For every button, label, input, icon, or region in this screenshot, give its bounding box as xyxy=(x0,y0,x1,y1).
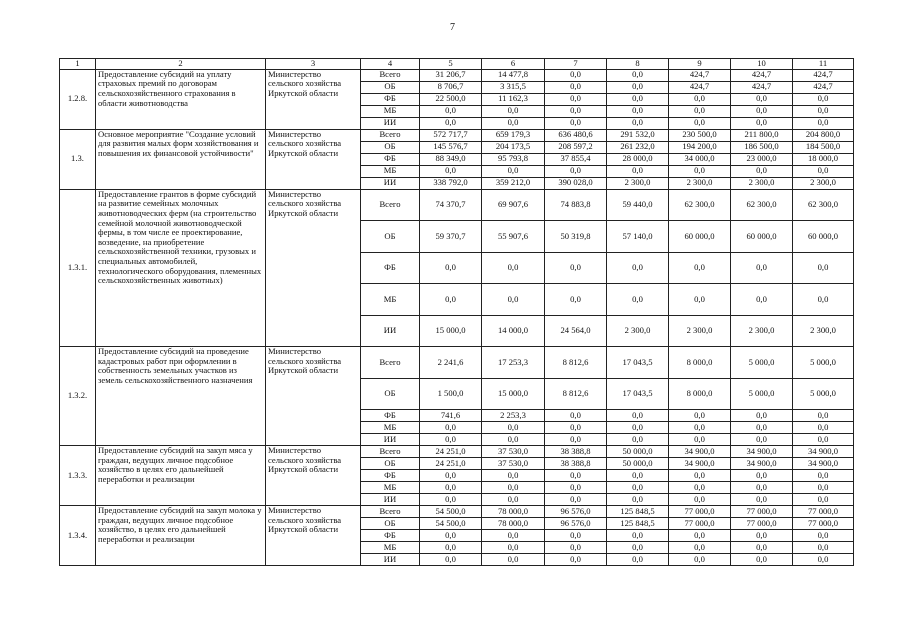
amount-cell: 2 300,0 xyxy=(731,315,793,347)
item-name: Предоставление субсидий на проведение кадастровых работ при оформлении в собственность земельных участков из земель сельскохозяйственного назначения xyxy=(96,347,266,446)
amount-cell: 0,0 xyxy=(731,117,793,129)
amount-cell: 0,0 xyxy=(793,542,854,554)
funding-source: ИИ xyxy=(361,117,420,129)
amount-cell: 204 800,0 xyxy=(793,129,854,141)
funding-source: МБ xyxy=(361,284,420,316)
amount-cell: 38 388,8 xyxy=(545,446,607,458)
amount-cell: 0,0 xyxy=(669,165,731,177)
header-cell: 1 xyxy=(60,59,96,70)
amount-cell: 0,0 xyxy=(545,434,607,446)
amount-cell: 0,0 xyxy=(793,165,854,177)
amount-cell: 1 500,0 xyxy=(420,378,482,410)
amount-cell: 0,0 xyxy=(793,470,854,482)
amount-cell: 0,0 xyxy=(731,252,793,284)
amount-cell: 0,0 xyxy=(793,105,854,117)
amount-cell: 0,0 xyxy=(482,494,545,506)
amount-cell: 741,6 xyxy=(420,410,482,422)
amount-cell: 77 000,0 xyxy=(731,506,793,518)
amount-cell: 0,0 xyxy=(731,422,793,434)
amount-cell: 0,0 xyxy=(731,530,793,542)
funding-source: Всего xyxy=(361,189,420,221)
amount-cell: 0,0 xyxy=(420,470,482,482)
funding-source: ИИ xyxy=(361,494,420,506)
amount-cell: 14 477,8 xyxy=(482,69,545,81)
header-cell: 2 xyxy=(96,59,266,70)
amount-cell: 0,0 xyxy=(731,542,793,554)
table-row xyxy=(60,506,854,518)
amount-cell: 0,0 xyxy=(669,252,731,284)
amount-cell: 77 000,0 xyxy=(793,506,854,518)
amount-cell: 8 000,0 xyxy=(669,378,731,410)
amount-cell: 261 232,0 xyxy=(607,141,669,153)
amount-cell: 8 000,0 xyxy=(669,347,731,379)
amount-cell: 5 000,0 xyxy=(793,347,854,379)
amount-cell: 2 253,3 xyxy=(482,410,545,422)
table-row xyxy=(60,347,854,379)
amount-cell: 96 576,0 xyxy=(545,506,607,518)
table-row xyxy=(60,189,854,221)
amount-cell: 0,0 xyxy=(420,117,482,129)
funding-source: ИИ xyxy=(361,554,420,566)
amount-cell: 0,0 xyxy=(607,93,669,105)
amount-cell: 0,0 xyxy=(793,434,854,446)
amount-cell: 0,0 xyxy=(420,494,482,506)
table-row xyxy=(60,69,854,81)
amount-cell: 38 388,8 xyxy=(545,458,607,470)
funding-source: МБ xyxy=(361,482,420,494)
program-funding-table xyxy=(59,58,854,566)
amount-cell: 0,0 xyxy=(607,81,669,93)
amount-cell: 0,0 xyxy=(420,542,482,554)
funding-source: ФБ xyxy=(361,252,420,284)
amount-cell: 34 900,0 xyxy=(793,458,854,470)
amount-cell: 60 000,0 xyxy=(793,221,854,253)
amount-cell: 74 370,7 xyxy=(420,189,482,221)
amount-cell: 0,0 xyxy=(669,482,731,494)
funding-source: ФБ xyxy=(361,470,420,482)
amount-cell: 359 212,0 xyxy=(482,177,545,189)
amount-cell: 0,0 xyxy=(420,105,482,117)
funding-source: Всего xyxy=(361,129,420,141)
amount-cell: 145 576,7 xyxy=(420,141,482,153)
amount-cell: 2 300,0 xyxy=(669,315,731,347)
item-name: Предоставление грантов в форме субсидий на развитие семейных молочных животноводческих ферм (на строительство семейной молочной животноводческой фермы, в том числе ее проектирование, возведение, на приобретение сельскохозяйственной техники, грузовых и специальных автомобилей, технологического оборудования, племенных сельскохозяйственных животных) xyxy=(96,189,266,347)
amount-cell: 59 440,0 xyxy=(607,189,669,221)
amount-cell: 338 792,0 xyxy=(420,177,482,189)
amount-cell: 0,0 xyxy=(669,494,731,506)
amount-cell: 0,0 xyxy=(482,422,545,434)
amount-cell: 0,0 xyxy=(420,530,482,542)
amount-cell: 0,0 xyxy=(669,530,731,542)
funding-source: ФБ xyxy=(361,410,420,422)
amount-cell: 60 000,0 xyxy=(731,221,793,253)
amount-cell: 0,0 xyxy=(607,494,669,506)
amount-cell: 424,7 xyxy=(793,81,854,93)
amount-cell: 8 812,6 xyxy=(545,347,607,379)
amount-cell: 186 500,0 xyxy=(731,141,793,153)
amount-cell: 0,0 xyxy=(545,105,607,117)
amount-cell: 34 900,0 xyxy=(731,446,793,458)
item-executor: Министерство сельского хозяйства Иркутской области xyxy=(266,69,361,129)
amount-cell: 5 000,0 xyxy=(731,347,793,379)
item-number: 1.3.3. xyxy=(60,446,96,506)
header-cell: 5 xyxy=(420,59,482,70)
page-number: 7 xyxy=(450,22,455,33)
amount-cell: 96 576,0 xyxy=(545,518,607,530)
amount-cell: 0,0 xyxy=(420,482,482,494)
amount-cell: 0,0 xyxy=(482,542,545,554)
amount-cell: 0,0 xyxy=(482,530,545,542)
funding-source: ФБ xyxy=(361,530,420,542)
amount-cell: 0,0 xyxy=(669,470,731,482)
amount-cell: 0,0 xyxy=(669,117,731,129)
header-cell: 8 xyxy=(607,59,669,70)
funding-source: ОБ xyxy=(361,458,420,470)
amount-cell: 0,0 xyxy=(545,494,607,506)
amount-cell: 125 848,5 xyxy=(607,518,669,530)
item-name: Предоставление субсидий на закуп мяса у граждан, ведущих личное подсобное хозяйство в целях его дальнейшей переработки и реализации xyxy=(96,446,266,506)
amount-cell: 11 162,3 xyxy=(482,93,545,105)
amount-cell: 18 000,0 xyxy=(793,153,854,165)
amount-cell: 34 900,0 xyxy=(793,446,854,458)
funding-source: ОБ xyxy=(361,518,420,530)
amount-cell: 0,0 xyxy=(793,530,854,542)
amount-cell: 62 300,0 xyxy=(731,189,793,221)
amount-cell: 37 530,0 xyxy=(482,458,545,470)
amount-cell: 424,7 xyxy=(731,69,793,81)
amount-cell: 0,0 xyxy=(669,434,731,446)
amount-cell: 0,0 xyxy=(607,482,669,494)
amount-cell: 2 300,0 xyxy=(669,177,731,189)
amount-cell: 0,0 xyxy=(731,434,793,446)
amount-cell: 62 300,0 xyxy=(793,189,854,221)
amount-cell: 204 173,5 xyxy=(482,141,545,153)
table-row xyxy=(60,129,854,141)
amount-cell: 0,0 xyxy=(607,252,669,284)
amount-cell: 659 179,3 xyxy=(482,129,545,141)
header-cell: 3 xyxy=(266,59,361,70)
amount-cell: 0,0 xyxy=(793,93,854,105)
amount-cell: 55 907,6 xyxy=(482,221,545,253)
amount-cell: 2 300,0 xyxy=(607,177,669,189)
amount-cell: 50 000,0 xyxy=(607,458,669,470)
amount-cell: 34 000,0 xyxy=(669,153,731,165)
item-name: Предоставление субсидий на уплату страховых премий по договорам сельскохозяйственного страхования в области животноводства xyxy=(96,69,266,129)
amount-cell: 0,0 xyxy=(793,554,854,566)
funding-source: ИИ xyxy=(361,177,420,189)
amount-cell: 24 251,0 xyxy=(420,458,482,470)
amount-cell: 5 000,0 xyxy=(731,378,793,410)
amount-cell: 2 300,0 xyxy=(793,177,854,189)
amount-cell: 0,0 xyxy=(731,410,793,422)
amount-cell: 0,0 xyxy=(545,69,607,81)
amount-cell: 125 848,5 xyxy=(607,506,669,518)
amount-cell: 17 043,5 xyxy=(607,347,669,379)
amount-cell: 8 706,7 xyxy=(420,81,482,93)
amount-cell: 0,0 xyxy=(731,93,793,105)
funding-source: ОБ xyxy=(361,81,420,93)
amount-cell: 0,0 xyxy=(793,410,854,422)
amount-cell: 0,0 xyxy=(731,105,793,117)
amount-cell: 2 241,6 xyxy=(420,347,482,379)
funding-source: Всего xyxy=(361,446,420,458)
amount-cell: 0,0 xyxy=(482,554,545,566)
amount-cell: 0,0 xyxy=(420,434,482,446)
amount-cell: 23 000,0 xyxy=(731,153,793,165)
amount-cell: 0,0 xyxy=(793,117,854,129)
funding-source: ИИ xyxy=(361,434,420,446)
amount-cell: 14 000,0 xyxy=(482,315,545,347)
amount-cell: 17 043,5 xyxy=(607,378,669,410)
header-cell: 9 xyxy=(669,59,731,70)
funding-source: ОБ xyxy=(361,141,420,153)
amount-cell: 31 206,7 xyxy=(420,69,482,81)
amount-cell: 0,0 xyxy=(482,165,545,177)
funding-source: МБ xyxy=(361,542,420,554)
amount-cell: 194 200,0 xyxy=(669,141,731,153)
header-row xyxy=(60,59,854,70)
item-name: Основное мероприятие "Создание условий для развития малых форм хозяйствования и повышения их финансовой устойчивости" xyxy=(96,129,266,189)
funding-source: Всего xyxy=(361,69,420,81)
header-cell: 11 xyxy=(793,59,854,70)
amount-cell: 0,0 xyxy=(731,482,793,494)
amount-cell: 60 000,0 xyxy=(669,221,731,253)
amount-cell: 74 883,8 xyxy=(545,189,607,221)
amount-cell: 95 793,8 xyxy=(482,153,545,165)
amount-cell: 230 500,0 xyxy=(669,129,731,141)
amount-cell: 77 000,0 xyxy=(731,518,793,530)
item-executor: Министерство сельского хозяйства Иркутской области xyxy=(266,129,361,189)
amount-cell: 8 812,6 xyxy=(545,378,607,410)
amount-cell: 0,0 xyxy=(793,494,854,506)
amount-cell: 636 480,6 xyxy=(545,129,607,141)
amount-cell: 0,0 xyxy=(607,117,669,129)
amount-cell: 0,0 xyxy=(669,284,731,316)
amount-cell: 24 251,0 xyxy=(420,446,482,458)
amount-cell: 0,0 xyxy=(607,470,669,482)
amount-cell: 0,0 xyxy=(669,554,731,566)
amount-cell: 0,0 xyxy=(669,93,731,105)
amount-cell: 184 500,0 xyxy=(793,141,854,153)
funding-source: Всего xyxy=(361,506,420,518)
amount-cell: 0,0 xyxy=(545,165,607,177)
amount-cell: 0,0 xyxy=(420,284,482,316)
amount-cell: 50 319,8 xyxy=(545,221,607,253)
item-number: 1.3.4. xyxy=(60,506,96,566)
amount-cell: 0,0 xyxy=(545,422,607,434)
amount-cell: 0,0 xyxy=(793,422,854,434)
amount-cell: 211 800,0 xyxy=(731,129,793,141)
amount-cell: 0,0 xyxy=(669,542,731,554)
amount-cell: 2 300,0 xyxy=(793,315,854,347)
amount-cell: 0,0 xyxy=(607,165,669,177)
amount-cell: 78 000,0 xyxy=(482,506,545,518)
header-cell: 6 xyxy=(482,59,545,70)
amount-cell: 0,0 xyxy=(545,530,607,542)
amount-cell: 34 900,0 xyxy=(669,458,731,470)
amount-cell: 54 500,0 xyxy=(420,518,482,530)
funding-source: ИИ xyxy=(361,315,420,347)
amount-cell: 390 028,0 xyxy=(545,177,607,189)
amount-cell: 0,0 xyxy=(731,165,793,177)
amount-cell: 0,0 xyxy=(482,470,545,482)
amount-cell: 0,0 xyxy=(420,554,482,566)
amount-cell: 0,0 xyxy=(607,284,669,316)
item-executor: Министерство сельского хозяйства Иркутской области xyxy=(266,446,361,506)
item-number: 1.2.8. xyxy=(60,69,96,129)
amount-cell: 15 000,0 xyxy=(420,315,482,347)
amount-cell: 0,0 xyxy=(607,434,669,446)
amount-cell: 424,7 xyxy=(669,69,731,81)
amount-cell: 78 000,0 xyxy=(482,518,545,530)
funding-source: Всего xyxy=(361,347,420,379)
amount-cell: 0,0 xyxy=(669,105,731,117)
amount-cell: 424,7 xyxy=(731,81,793,93)
amount-cell: 0,0 xyxy=(420,422,482,434)
amount-cell: 0,0 xyxy=(545,117,607,129)
amount-cell: 0,0 xyxy=(793,482,854,494)
amount-cell: 0,0 xyxy=(731,470,793,482)
amount-cell: 50 000,0 xyxy=(607,446,669,458)
amount-cell: 0,0 xyxy=(482,105,545,117)
amount-cell: 62 300,0 xyxy=(669,189,731,221)
amount-cell: 0,0 xyxy=(482,434,545,446)
item-executor: Министерство сельского хозяйства Иркутской области xyxy=(266,506,361,566)
funding-source: МБ xyxy=(361,422,420,434)
amount-cell: 24 564,0 xyxy=(545,315,607,347)
amount-cell: 0,0 xyxy=(545,81,607,93)
item-name: Предоставление субсидий на закуп молока у граждан, ведущих личное подсобное хозяйство, в целях его дальнейшей переработки и реализации xyxy=(96,506,266,566)
amount-cell: 0,0 xyxy=(482,482,545,494)
amount-cell: 0,0 xyxy=(607,105,669,117)
amount-cell: 34 900,0 xyxy=(731,458,793,470)
header-cell: 4 xyxy=(361,59,420,70)
amount-cell: 77 000,0 xyxy=(669,518,731,530)
amount-cell: 0,0 xyxy=(545,93,607,105)
amount-cell: 0,0 xyxy=(482,117,545,129)
amount-cell: 0,0 xyxy=(793,252,854,284)
amount-cell: 28 000,0 xyxy=(607,153,669,165)
amount-cell: 0,0 xyxy=(420,165,482,177)
amount-cell: 22 500,0 xyxy=(420,93,482,105)
amount-cell: 0,0 xyxy=(482,284,545,316)
amount-cell: 0,0 xyxy=(669,422,731,434)
header-cell: 7 xyxy=(545,59,607,70)
amount-cell: 34 900,0 xyxy=(669,446,731,458)
amount-cell: 0,0 xyxy=(420,252,482,284)
item-executor: Министерство сельского хозяйства Иркутской области xyxy=(266,189,361,347)
amount-cell: 0,0 xyxy=(607,410,669,422)
amount-cell: 3 315,5 xyxy=(482,81,545,93)
amount-cell: 0,0 xyxy=(607,69,669,81)
amount-cell: 37 855,4 xyxy=(545,153,607,165)
amount-cell: 291 532,0 xyxy=(607,129,669,141)
amount-cell: 0,0 xyxy=(793,284,854,316)
amount-cell: 17 253,3 xyxy=(482,347,545,379)
amount-cell: 0,0 xyxy=(607,422,669,434)
amount-cell: 0,0 xyxy=(731,284,793,316)
item-executor: Министерство сельского хозяйства Иркутской области xyxy=(266,347,361,446)
amount-cell: 424,7 xyxy=(793,69,854,81)
amount-cell: 0,0 xyxy=(545,410,607,422)
header-cell: 10 xyxy=(731,59,793,70)
amount-cell: 2 300,0 xyxy=(607,315,669,347)
amount-cell: 69 907,6 xyxy=(482,189,545,221)
amount-cell: 0,0 xyxy=(607,554,669,566)
amount-cell: 0,0 xyxy=(731,554,793,566)
amount-cell: 37 530,0 xyxy=(482,446,545,458)
funding-source: ФБ xyxy=(361,93,420,105)
amount-cell: 59 370,7 xyxy=(420,221,482,253)
amount-cell: 572 717,7 xyxy=(420,129,482,141)
amount-cell: 5 000,0 xyxy=(793,378,854,410)
funding-source: ОБ xyxy=(361,378,420,410)
table-row xyxy=(60,446,854,458)
item-number: 1.3.2. xyxy=(60,347,96,446)
amount-cell: 0,0 xyxy=(731,494,793,506)
amount-cell: 15 000,0 xyxy=(482,378,545,410)
amount-cell: 2 300,0 xyxy=(731,177,793,189)
amount-cell: 208 597,2 xyxy=(545,141,607,153)
funding-source: МБ xyxy=(361,165,420,177)
funding-source: ФБ xyxy=(361,153,420,165)
item-number: 1.3. xyxy=(60,129,96,189)
amount-cell: 0,0 xyxy=(545,252,607,284)
amount-cell: 0,0 xyxy=(607,530,669,542)
funding-source: ОБ xyxy=(361,221,420,253)
amount-cell: 77 000,0 xyxy=(669,506,731,518)
item-number: 1.3.1. xyxy=(60,189,96,347)
amount-cell: 88 349,0 xyxy=(420,153,482,165)
amount-cell: 0,0 xyxy=(545,482,607,494)
amount-cell: 0,0 xyxy=(669,410,731,422)
funding-source: МБ xyxy=(361,105,420,117)
amount-cell: 54 500,0 xyxy=(420,506,482,518)
amount-cell: 57 140,0 xyxy=(607,221,669,253)
amount-cell: 0,0 xyxy=(545,470,607,482)
amount-cell: 0,0 xyxy=(545,542,607,554)
amount-cell: 77 000,0 xyxy=(793,518,854,530)
amount-cell: 0,0 xyxy=(545,284,607,316)
amount-cell: 0,0 xyxy=(545,554,607,566)
amount-cell: 0,0 xyxy=(482,252,545,284)
amount-cell: 0,0 xyxy=(607,542,669,554)
amount-cell: 424,7 xyxy=(669,81,731,93)
